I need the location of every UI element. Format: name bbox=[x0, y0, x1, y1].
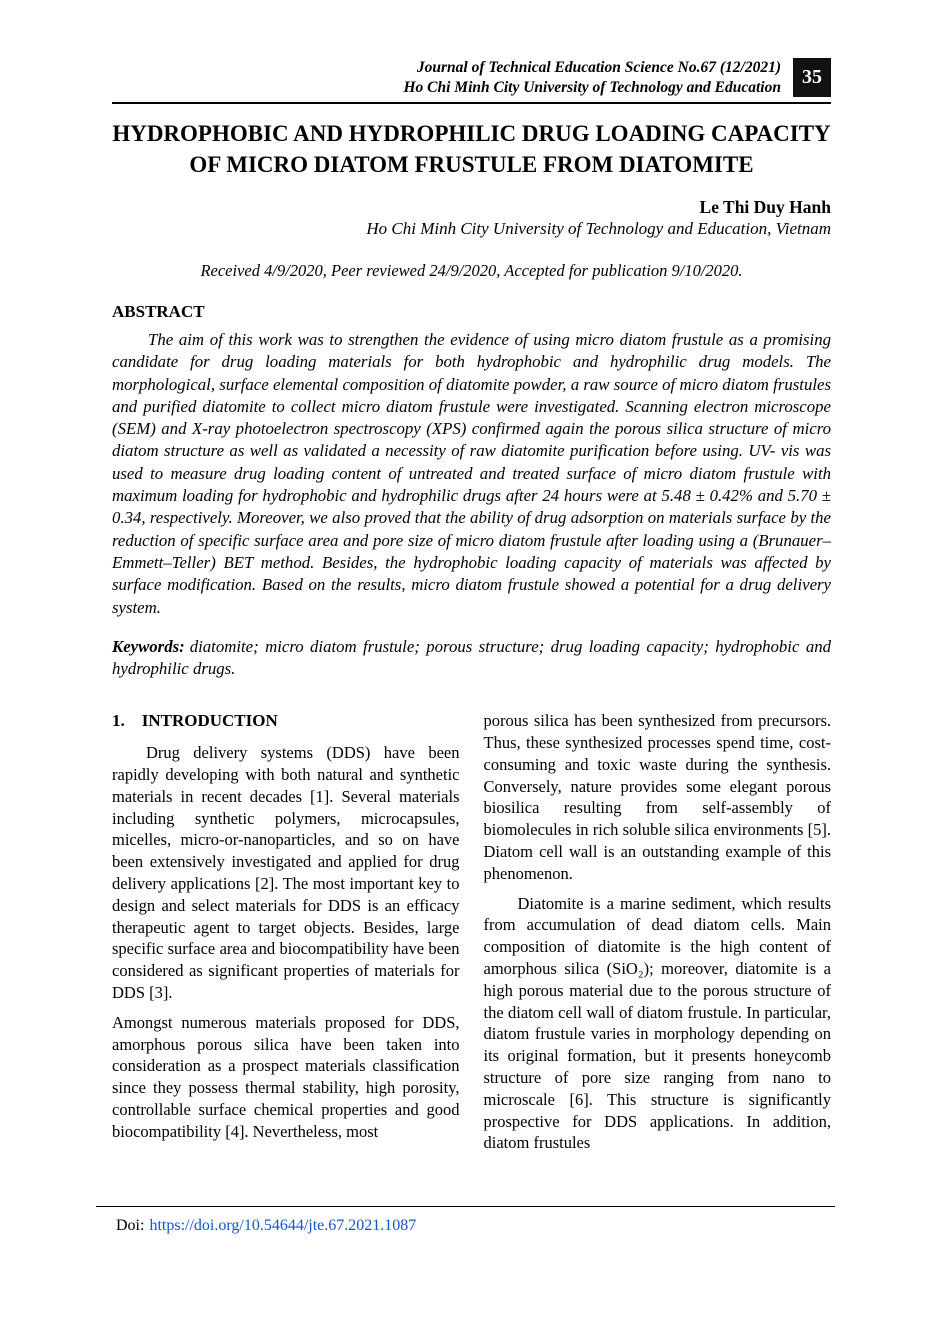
journal-title-line: Journal of Technical Education Science No.67 (12/2021) bbox=[416, 59, 781, 76]
body-columns bbox=[112, 710, 831, 1162]
intro-paragraph-3: porous silica has been synthesized from precursors. Thus, these synthesized processes spend time, cost-consuming and toxic waste during the synthesis. Conversely, nature provides some elegant porous biosilica resulting from self-assembly of biomolecules in rich soluble silica environments [5]. Diatom cell wall is an outstanding example of this phenomenon. bbox=[483, 711, 831, 883]
doi-label: Doi: bbox=[116, 1217, 145, 1234]
intro-paragraph-4: Diatomite is a marine sediment, which results from accumulation of dead diatom cells. Main composition of diatomite is the high content of amorphous silica (SiO₂); moreover, diatomite is a high porous material due to the porous structure of the diatom cell wall of diatom frustule. In particular, diatom frustule varies in morphology depending on its original formation, but it presents honeycomb structure of pore size ranging from nano to microscale [6]. This structure is significantly prospective for DDS applications. In addition, diatom frustules bbox=[483, 893, 831, 1153]
journal-header-text bbox=[403, 58, 781, 97]
page-footer bbox=[96, 1206, 835, 1236]
keywords bbox=[112, 636, 831, 681]
abstract-text: The aim of this work was to strengthen the evidence of using micro diatom frustule as a promising candidate for drug loading materials for both hydrophobic and hydrophilic drug models. The morphological, surface elemental composition of diatomite powder, a raw source of micro diatom frustules and purified diatomite to collect micro diatom frustule were investigated. Scanning electron microscope (SEM) and X-ray photoelectron spectroscopy (XPS) confirmed again the porous silica structure of micro diatom structure as well as validated a necessity of raw diatomite purification before using. UV- vis was used to measure drug loading content of untreated and treated surface of micro diatom frustule with maximum loading for hydrophobic and hydrophilic drugs after 24 hours were at 5.48 ± 0.42% and 5.70 ± 0.34, respectively. Moreover, we also proved that the ability of drug adsorption on materials surface by the reduction of specific surface area and pore size of micro diatom frustule after loading using a (Brunauer–Emmett–Teller) BET method. Besides, the hydrophobic loading capacity of materials was affected by surface modification. Based on the results, micro diatom frustule showed a potential for a drug delivery system. bbox=[112, 330, 831, 617]
paper-title-line1: HYDROPHOBIC AND HYDROPHILIC DRUG LOADING CAPACITY bbox=[112, 121, 831, 146]
page-number-badge: 35 bbox=[793, 58, 831, 97]
review-dates: Received 4/9/2020, Peer reviewed 24/9/2020, Accepted for publication 9/10/2020. bbox=[200, 261, 743, 280]
column-left bbox=[112, 710, 460, 1162]
intro-paragraph-1: Drug delivery systems (DDS) have been rapidly developing with both natural and synthetic materials in recent decades [1]. Several materials including synthetic polymers, microcapsules, micelles, micro-or-nanoparticles, and so on have been extensively investigated and applied for drug delivery applications [2]. The most important key to design and select materials for DDS is an efficacy therapeutic agent to target objects. Besides, large specific surface area and biocompatibility have been considered as significant properties of materials for DDS [3]. bbox=[112, 743, 460, 1003]
header-rule bbox=[112, 102, 831, 104]
keywords-text: diatomite; micro diatom frustule; porous structure; drug loading capacity; hydrophobic and hydrophilic drugs. bbox=[112, 636, 831, 678]
author-affiliation: Ho Chi Minh City University of Technology and Education, Vietnam bbox=[366, 219, 831, 238]
column-right bbox=[484, 710, 832, 1162]
intro-paragraph-2: Amongst numerous materials proposed for DDS, amorphous porous silica have been taken into consideration as a prospect materials classification since they possess thermal stability, high porosity, controllable surface chemical properties and good biocompatibility [4]. Nevertheless, most bbox=[112, 1012, 460, 1141]
author-name: Le Thi Duy Hanh bbox=[699, 197, 831, 217]
paper-title bbox=[112, 118, 831, 180]
section-heading-introduction bbox=[112, 710, 460, 732]
doi-link[interactable]: https://doi.org/10.54644/jte.67.2021.1087 bbox=[149, 1217, 417, 1234]
abstract-heading: ABSTRACT bbox=[112, 302, 205, 321]
paper-title-line2: OF MICRO DIATOM FRUSTULE FROM DIATOMITE bbox=[189, 152, 754, 177]
page-header bbox=[112, 58, 831, 97]
journal-institution-line: Ho Chi Minh City University of Technology and Education bbox=[403, 78, 781, 96]
section-title: INTRODUCTION bbox=[141, 711, 278, 731]
section-number: 1. bbox=[112, 711, 125, 731]
keywords-label: Keywords: bbox=[112, 636, 185, 656]
